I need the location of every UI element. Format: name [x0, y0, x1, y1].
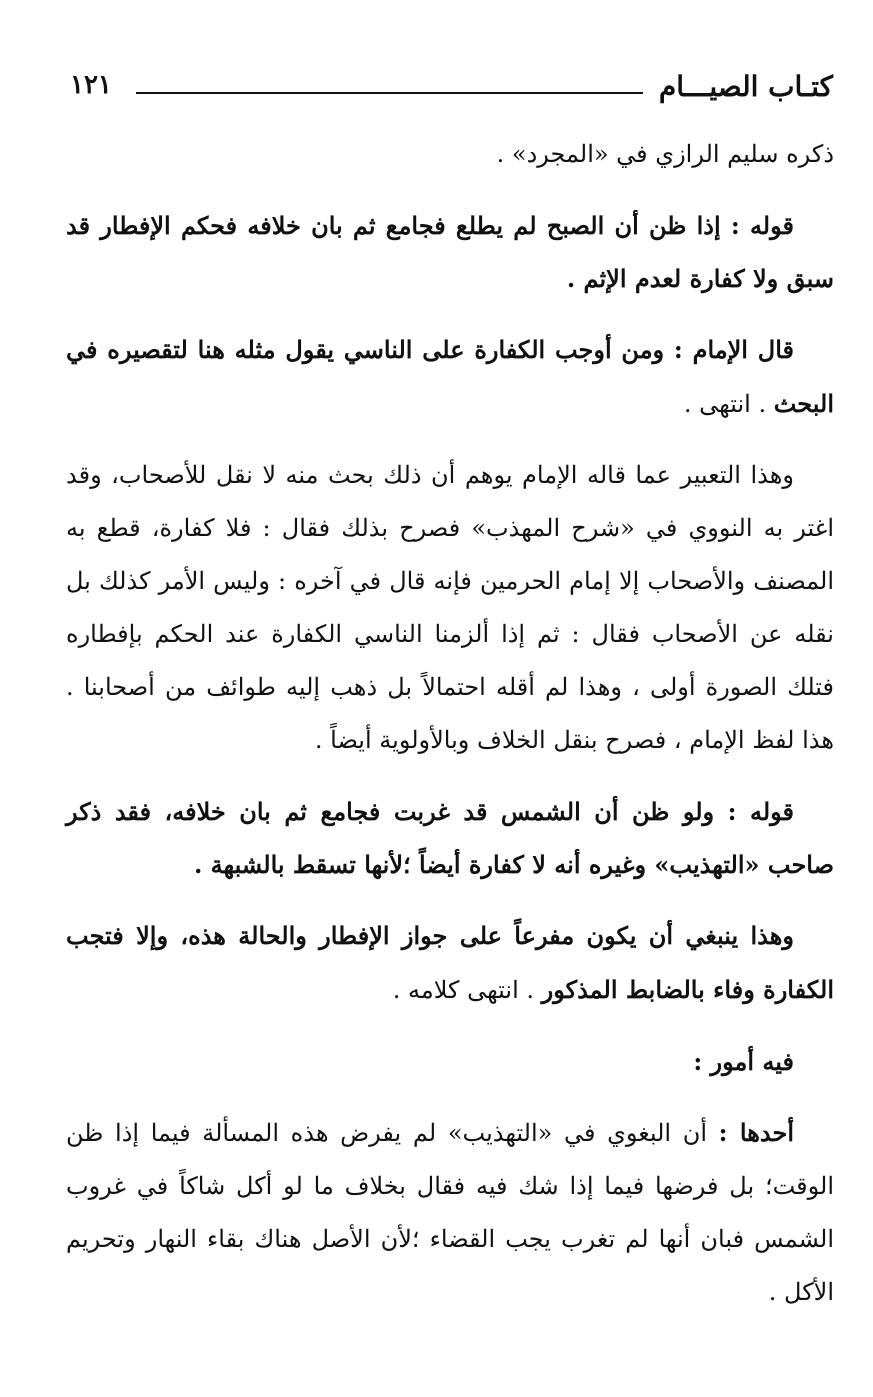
- paragraph-lead: قال الإمام : ومن أوجب الكفارة على الناسي يقول مثله هنا لتقصيره في البحث: [66, 335, 834, 418]
- paragraph-first-matter: [66, 1106, 834, 1319]
- paragraph-text: . انتهى .: [683, 390, 774, 418]
- page-number: ١٢١: [70, 70, 112, 100]
- header-rule: [136, 92, 643, 94]
- paragraph-text: ذكره سليم الرازي في «المجرد» .: [496, 140, 834, 168]
- paragraph-text: فيه أمور :: [693, 1047, 794, 1076]
- paragraph-text: . انتهى كلامه .: [392, 976, 542, 1004]
- paragraph-text: قوله : إذا ظن أن الصبح لم يطلع فجامع ثم بان خلافه فحكم الإفطار قد سبق ولا كفارة لعدم الإثم .: [66, 211, 834, 293]
- page-header: [70, 70, 833, 114]
- paragraph-quote-sunset: [66, 785, 834, 891]
- paragraph-matters-heading: [66, 1035, 834, 1088]
- paragraph-mujarrad-citation: [66, 128, 834, 181]
- paragraph-lead: أحدها :: [718, 1118, 794, 1147]
- body-text: [66, 128, 834, 1327]
- paragraph-quote-dawn: [66, 199, 834, 305]
- paragraph-imam-statement: [66, 323, 834, 431]
- paragraph-kaffara-rule: [66, 909, 834, 1017]
- paragraph-text: أن البغوي في «التهذيب» لم يفرض هذه المسألة فيما إذا ظن الوقت؛ بل فرضها فيما إذا شك فيه فقال بخلاف ما لو أكل شاكاً في غروب الشمس فبان أنها لم تغرب يجب القضاء ؛لأن الأصل هناك بقاء النهار وتحريم الأكل .: [66, 1119, 834, 1306]
- paragraph-text: قوله : ولو ظن أن الشمس قد غربت فجامع ثم بان خلافه، فقد ذكر صاحب «التهذيب» وغيره أنه لا كفارة أيضاً ؛لأنها تسقط بالشبهة .: [66, 797, 834, 879]
- paragraph-text: وهذا التعبير عما قاله الإمام يوهم أن ذلك بحث منه لا نقل للأصحاب، وقد اغتر به النووي في «شرح المهذب» فصرح بذلك فقال : فلا كفارة، قطع به المصنف والأصحاب إلا إمام الحرمين فإنه قال في آخره : وليس الأمر كذلك بل نقله عن الأصحاب فقال : ثم إذا ألزمنا الناسي الكفارة عند الحكم بإفطاره فتلك الصورة أولى ، وهذا لم أقله احتمالاً بل ذهب إليه طوائف من أصحابنا . هذا لفظ الإمام ، فصرح بنقل الخلاف وبالأولوية أيضاً .: [66, 461, 834, 754]
- running-title: كتـاب الصيـــام: [658, 70, 833, 103]
- paragraph-lead: وهذا ينبغي أن يكون مفرعاً على جواز الإفطار والحالة هذه، وإلا فتجب الكفارة وفاء بالضابط المذكور: [66, 921, 834, 1004]
- paragraph-commentary-nawawi: [66, 449, 834, 767]
